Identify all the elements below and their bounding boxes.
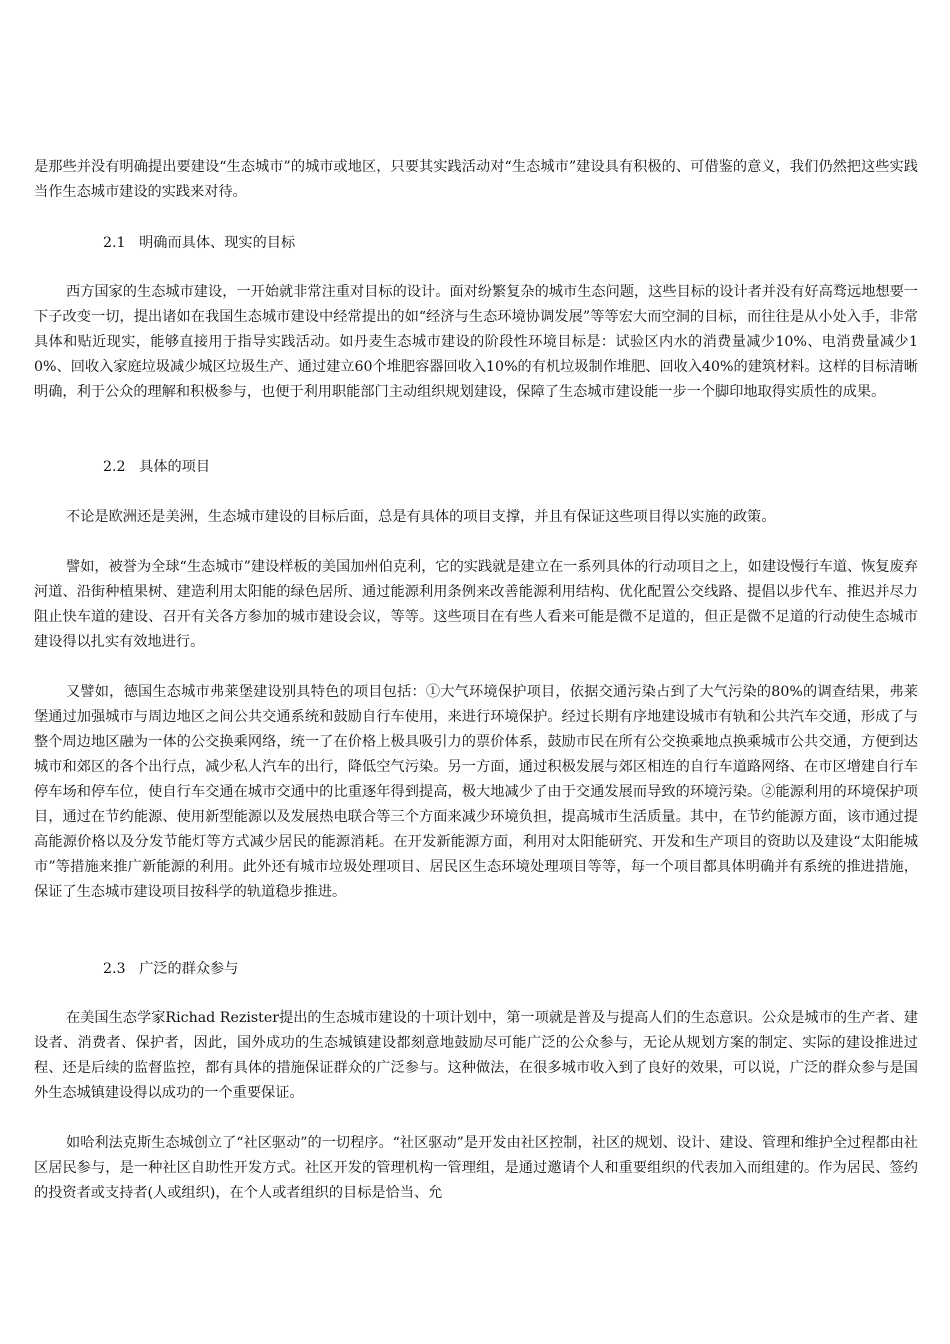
- section-heading-2-2: 2.2 具体的项目: [103, 459, 211, 475]
- section-2-1-paragraph-1: 西方国家的生态城市建设，一开始就非常注重对目标的设计。面对纷繁复杂的城市生态问题，这些目标的设计者并没有好高骛远地想要一下子改变一切，提出诸如在我国生态城市建设中经常提出的如“经济与生态环境协调发展”等等宏大而空洞的目标，而往往是从小处入手，非常具体和贴近现实，能够直接用于指导实践活动。如丹麦生态城市建设的阶段性环境目标是：试验区内水的消费量减少10%、电消费量减少10%、回收入家庭垃圾减少城区垃圾生产、通过建立60个堆肥容器回收入10%的有机垃圾制作堆肥、回收入40%的建筑材料。这样的目标清晰明确，利于公众的理解和积极参与，也便于利用职能部门主动组织规划建设，保障了生态城市建设能一步一个脚印地取得实质性的成果。: [34, 284, 918, 400]
- section-2-2-paragraph-2: 譬如，被誉为全球“生态城市”建设样板的美国加州伯克利，它的实践就是建立在一系列具体的行动项目之上，如建设慢行车道、恢复废弃河道、沿街种植果树、建造利用太阳能的绿色居所、通过能源利用条例来改善能源利用结构、优化配置公交线路、提倡以步代车、推迟并尽力阻止快车道的建设、召开有关各方参加的城市建设会议，等等。这些项目在有些人看来可能是微不足道的，但正是微不足道的行动使生态城市建设得以扎实有效地进行。: [34, 559, 918, 650]
- intro-paragraph: 是那些并没有明确提出要建设“生态城市”的城市或地区，只要其实践活动对“生态城市”建设具有积极的、可借鉴的意义，我们仍然把这些实践当作生态城市建设的实践来对待。: [34, 159, 918, 200]
- section-heading-2-3: 2.3 广泛的群众参与: [103, 961, 239, 977]
- section-2-3-paragraph-1: 在美国生态学家Richad Rezister提出的生态城市建设的十项计划中，第一项就是普及与提高人们的生态意识。公众是城市的生产者、建设者、消费者、保护者，因此，国外成功的生态城镇建设都刻意地鼓励尽可能广泛的公众参与，无论从规划方案的制定、实际的建设推进过程、还是后续的监督监控，都有具体的措施保证群众的广泛参与。这种做法，在很多城市收入到了良好的效果，可以说，广泛的群众参与是国外生态城镇建设得以成功的一个重要保证。: [34, 1010, 918, 1101]
- section-2-2-paragraph-1: 不论是欧洲还是美洲，生态城市建设的目标后面，总是有具体的项目支撑，并且有保证这些项目得以实施的政策。: [66, 509, 776, 525]
- section-heading-2-1: 2.1 明确而具体、现实的目标: [103, 235, 296, 251]
- section-2-2-paragraph-3: 又譬如，德国生态城市弗莱堡建设别具特色的项目包括：①大气环境保护项目，依据交通污染占到了大气污染的80%的调查结果，弗莱堡通过加强城市与周边地区之间公共交通系统和鼓励自行车使用，来进行环境保护。经过长期有序地建设城市有轨和公共汽车交通，形成了与整个周边地区融为一体的公交换乘网络，统一了在价格上极具吸引力的票价体系，鼓励市民在所有公交换乘地点换乘城市公共交通，方便到达城市和郊区的各个出行点，减少私人汽车的出行，降低空气污染。另一方面，通过积极发展与郊区相连的自行车道路网络、在市区增建自行车停车场和停车位，使自行车交通在城市交通中的比重逐年得到提高，极大地减少了由于交通发展而导致的环境污染。②能源利用的环境保护项目，通过在节约能源、使用新型能源以及发展热电联合等三个方面来减少环境负担，提高城市生活质量。其中，在节约能源方面，该市通过提高能源价格以及分发节能灯等方式减少居民的能源消耗。在开发新能源方面，利用对太阳能研究、开发和生产项目的资助以及建设“太阳能城市”等措施来推广新能源的利用。此外还有城市垃圾处理项目、居民区生态环境处理项目等等，每一个项目都具体明确并有系统的推进措施，保证了生态城市建设项目按科学的轨道稳步推进。: [34, 684, 918, 900]
- section-2-3-paragraph-2: 如哈利法克斯生态城创立了“社区驱动”的一切程序。“社区驱动”是开发由社区控制，社区的规划、设计、建设、管理和维护全过程都由社区居民参与，是一种社区自助性开发方式。社区开发的管理机构一管理组，是通过邀请个人和重要组织的代表加入而组建的。作为居民、签约的投资者或支持者(人或组织)，在个人或者组织的目标是恰当、允: [34, 1135, 918, 1201]
